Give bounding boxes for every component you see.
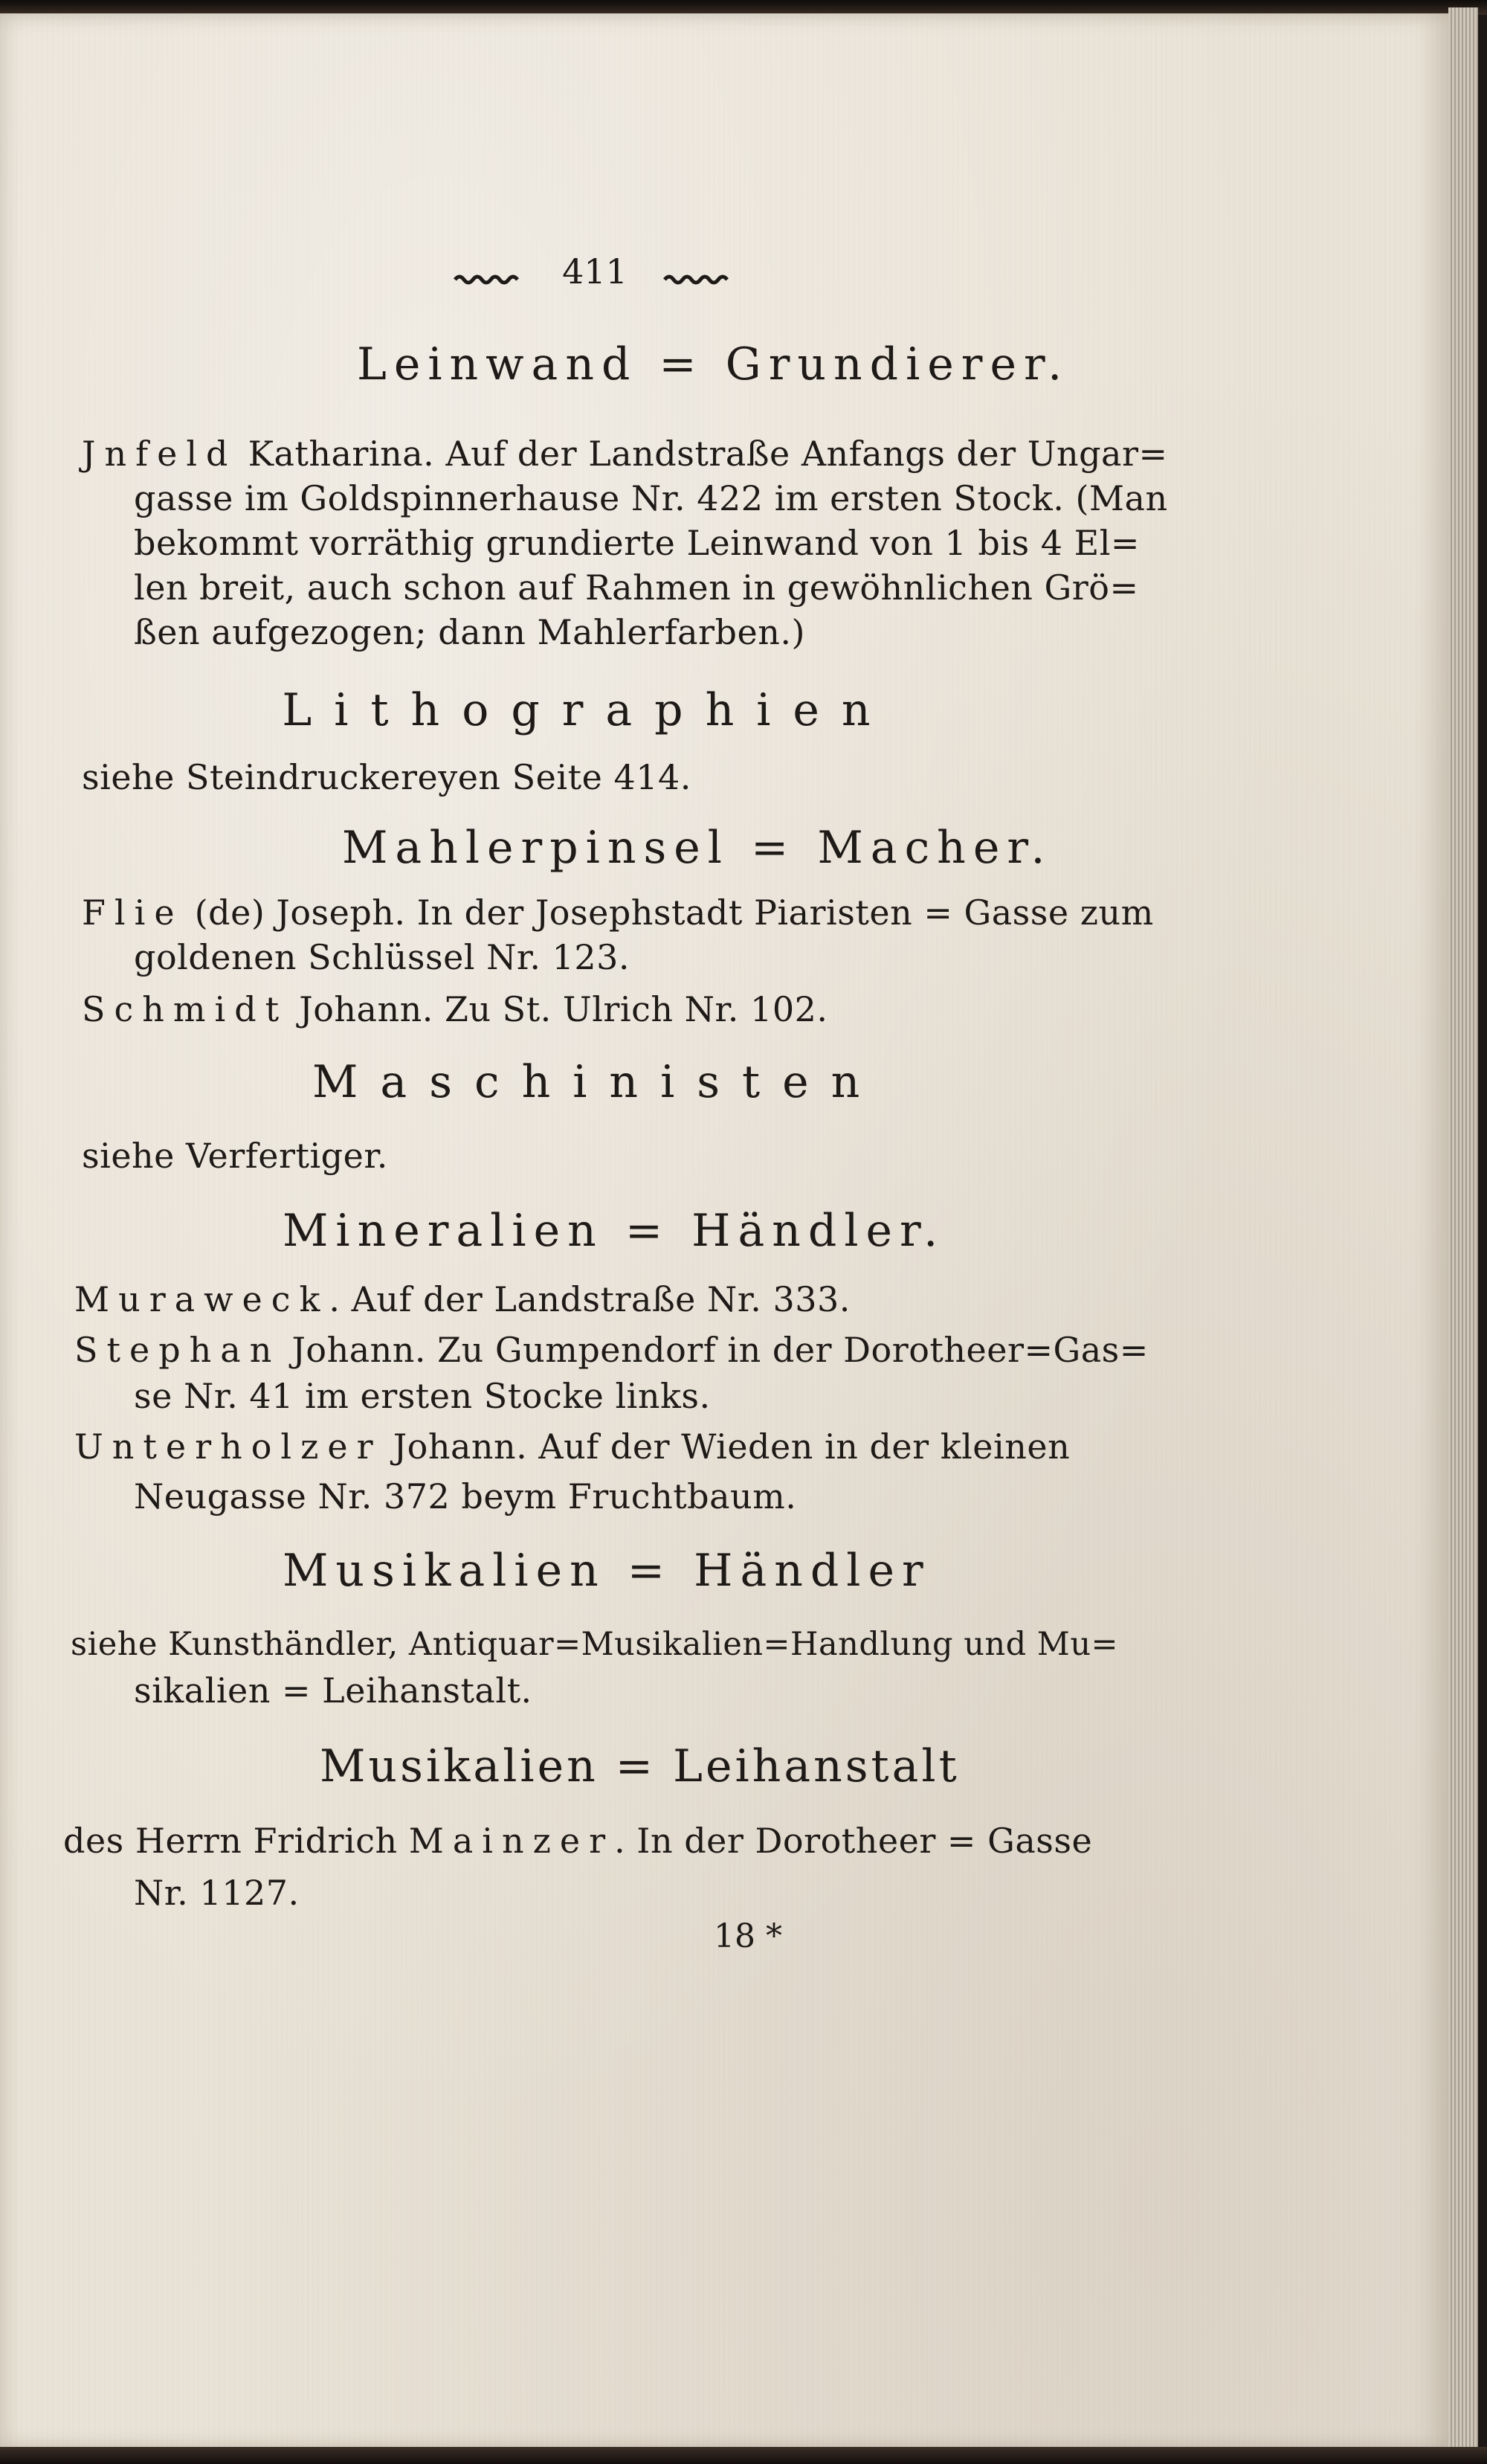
- entry-line: Nr. 1127.: [134, 1873, 300, 1913]
- section-heading: Mineralien = Händler.: [283, 1205, 946, 1257]
- entry-line: [74, 1330, 1149, 1370]
- entry-text: Johann. Zu St. Ulrich Nr. 102.: [288, 989, 828, 1029]
- entry-text: Johann. Auf der Wieden in der kleinen: [381, 1426, 1071, 1467]
- page-number: 411: [562, 251, 628, 292]
- entry-line: se Nr. 41 im ersten Stocke links.: [134, 1376, 711, 1416]
- section-heading: Musikalien = Leihanstalt: [320, 1740, 960, 1792]
- entry-text: des Herrn Fridrich: [63, 1821, 409, 1861]
- entry-line: sikalien = Leihanstalt.: [134, 1670, 532, 1711]
- entry-line: [74, 1426, 1070, 1467]
- section-heading: Maschinisten: [312, 1056, 883, 1108]
- entry-line: siehe Verfertiger.: [82, 1136, 388, 1176]
- entry-line: gasse im Goldspinnerhause Nr. 422 im ersten Stock. (Man: [134, 478, 1168, 518]
- entry-line: [74, 1279, 851, 1319]
- entry-line: goldenen Schlüssel Nr. 123.: [134, 937, 630, 977]
- book-bottom-edge: [0, 2447, 1487, 2464]
- entry-text: Johann. Zu Gumpendorf in der Dorotheer=Gas=: [280, 1330, 1149, 1370]
- section-heading: Leinwand = Grundierer.: [357, 338, 1070, 390]
- entry-text: . Auf der Landstraße Nr. 333.: [329, 1279, 851, 1319]
- entry-name: Stephan: [74, 1330, 281, 1370]
- entry-name: Muraweck: [74, 1279, 329, 1319]
- entry-text: . In der Dorotheer = Gasse: [614, 1821, 1093, 1861]
- ornament-right-icon: [663, 272, 730, 286]
- entry-line: [63, 1821, 1092, 1861]
- section-heading: Musikalien = Händler: [283, 1545, 931, 1597]
- entry-line: ßen aufgezogen; dann Mahlerfarben.): [134, 612, 805, 652]
- page-stack-edge: [1448, 7, 1478, 2454]
- ornament-left-icon: [454, 272, 520, 286]
- section-heading: Mahlerpinsel = Macher.: [342, 822, 1053, 874]
- entry-text: Katharina. Auf der Landstraße Anfangs der Ungar=: [236, 434, 1168, 474]
- section-heading: Lithographien: [282, 684, 893, 736]
- entry-name: Unterholzer: [74, 1426, 382, 1467]
- signature-mark: 18 *: [714, 1917, 782, 1955]
- book-top-edge: [0, 0, 1487, 15]
- entry-name: Schmidt: [82, 989, 288, 1029]
- entry-name: Mainzer: [408, 1821, 615, 1861]
- entry-line: [82, 434, 1168, 474]
- entry-line: [82, 989, 828, 1029]
- entry-name: Jnfeld: [82, 434, 237, 474]
- entry-line: siehe Steindruckereyen Seite 414.: [82, 757, 691, 797]
- entry-line: siehe Kunsthändler, Antiquar=Musikalien=Handlung und Mu=: [71, 1626, 1119, 1663]
- page-header: [439, 250, 751, 302]
- entry-name: Flie: [82, 892, 184, 933]
- entry-line: [82, 892, 1154, 933]
- entry-line: len breit, auch schon auf Rahmen in gewöhnlichen Grö=: [134, 567, 1139, 608]
- entry-line: bekommt vorräthig grundierte Leinwand von 1 bis 4 El=: [134, 523, 1140, 563]
- entry-text: (de) Joseph. In der Josephstadt Piaristen = Gasse zum: [183, 892, 1154, 933]
- entry-line: Neugasse Nr. 372 beym Fruchtbaum.: [134, 1476, 797, 1516]
